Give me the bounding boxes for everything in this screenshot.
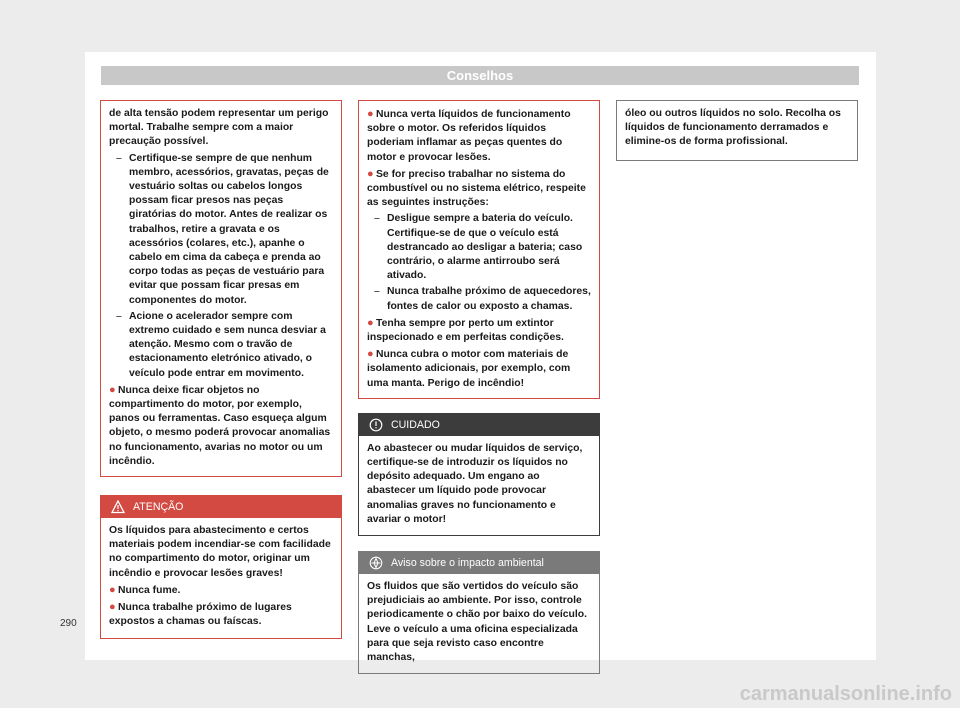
watermark: carmanualsonline.info xyxy=(739,683,952,705)
bullet-icon: ● xyxy=(109,383,116,396)
environment-continuation-text: óleo ou outros líquidos no solo. Recolha os líquidos de funcionamento derramados e elimine-os de forma profissional. xyxy=(625,108,841,148)
bullet-icon: ● xyxy=(109,601,116,614)
warning-title: ATENÇÃO xyxy=(133,501,184,514)
environment-text: Os fluidos que são vertidos do veículo são prejudiciais ao ambiente. Por isso, controle periodicamente o chão por baixo do veículo. Leve o veículo a uma oficina especializada para que seja revisto caso encontre manchas, xyxy=(367,581,587,664)
caution-text: Ao abastecer ou mudar líquidos de serviço, certifique-se de introduzir os líquidos no depósito adequado. Um engano ao abastecer um líquido pode provocar anomalias graves no funcionamento e avariar o motor! xyxy=(367,442,583,525)
page-header: Conselhos xyxy=(101,66,859,85)
bullet-item: ● Nunca verta líquidos de funcionamento sobre o motor. Os referidos líquidos poderiam inflamar as peças quentes do motor e provocar lesões. xyxy=(367,108,571,163)
bullet-item: ● Nunca fume. xyxy=(109,583,181,596)
caution-body xyxy=(359,436,599,535)
dash-icon: – xyxy=(374,286,380,298)
warning-header xyxy=(101,496,341,518)
bullet-item: ● Tenha sempre por perto um extintor inspecionado e em perfeitas condições. xyxy=(367,316,564,344)
environment-continuation-body xyxy=(616,100,858,161)
bullet-icon: ● xyxy=(367,167,374,180)
dash-item: – Acione o acelerador sempre com extremo cuidado e sem nunca desviar a atenção. Mesmo com o travão de estacionamento eletrónico ativado, o veículo pode entrar em movimento. xyxy=(116,310,326,379)
warning-triangle-icon xyxy=(111,500,125,514)
dash-icon: – xyxy=(374,213,380,225)
caution-header xyxy=(359,414,599,436)
caution-title: CUIDADO xyxy=(391,418,440,431)
warning-box xyxy=(100,495,342,638)
environment-title: Aviso sobre o impacto ambiental xyxy=(391,557,544,570)
page-number: 290 xyxy=(60,618,77,629)
bullet-item: ● Nunca trabalhe próximo de lugares expostos a chamas ou faíscas. xyxy=(109,601,292,628)
bullet-icon: ● xyxy=(367,316,374,329)
info-circle-icon xyxy=(369,418,383,432)
dash-icon: – xyxy=(116,310,122,322)
warning-continuation-box xyxy=(358,100,600,399)
warning-text: Os líquidos para abastecimento e certos materiais podem incendiar-se com facilidade no compartimento do motor, originar um incêndio e provocar lesões graves! xyxy=(109,525,331,579)
environment-body xyxy=(359,574,599,673)
environment-continuation-box xyxy=(616,100,858,161)
environment-leaf-icon xyxy=(369,556,383,570)
dash-icon: – xyxy=(116,152,122,164)
warning-body xyxy=(101,518,341,637)
bullet-icon: ● xyxy=(367,348,374,361)
caution-box xyxy=(358,413,600,536)
bullet-item: ● Se for preciso trabalhar no sistema do combustível ou no sistema elétrico, respeite as seguintes instruções: xyxy=(367,167,586,209)
dash-item: – Certifique-se sempre de que nenhum membro, acessórios, gravatas, peças de vestuário soltas ou cabelos longos possam ficar presos nas peças giratórias do motor. Antes de realizar os trabalhos, retire a gravata e os acessórios (colares, etc.), apanhe o cabelo em cima da cabeça e prenda ao corpo todas as peças de vestuário para evitar que possam ficar presas em componentes do motor. xyxy=(116,152,329,306)
bullet-icon: ● xyxy=(109,583,116,596)
bullet-icon: ● xyxy=(367,108,374,120)
dash-item: – Desligue sempre a bateria do veículo. Certifique-se de que o veículo está destrancado ao desligar a bateria; caso contrário, o alarme antirroubo será ativado. xyxy=(374,213,583,282)
bullet-item: ● Nunca cubra o motor com materiais de isolamento adicionais, por exemplo, com uma manta. Perigo de incêndio! xyxy=(367,348,571,389)
warning-continuation-box xyxy=(100,100,342,477)
environment-box xyxy=(358,551,600,674)
column-3 xyxy=(616,100,858,161)
column-2 xyxy=(358,100,600,674)
environment-header xyxy=(359,552,599,574)
column-1 xyxy=(100,100,342,639)
bullet-item: ● Nunca deixe ficar objetos no compartimento do motor, por exemplo, panos ou ferramentas. Caso esqueça algum objeto, o mesmo poderá provocar anomalias no funcionamento, avarias no motor ou um incêndio. xyxy=(109,383,331,467)
dash-item: – Nunca trabalhe próximo de aquecedores, fontes de calor ou exposto a chamas. xyxy=(374,286,591,312)
box-intro-text: de alta tensão podem representar um perigo mortal. Trabalhe sempre com a maior precaução possível. xyxy=(109,108,329,148)
